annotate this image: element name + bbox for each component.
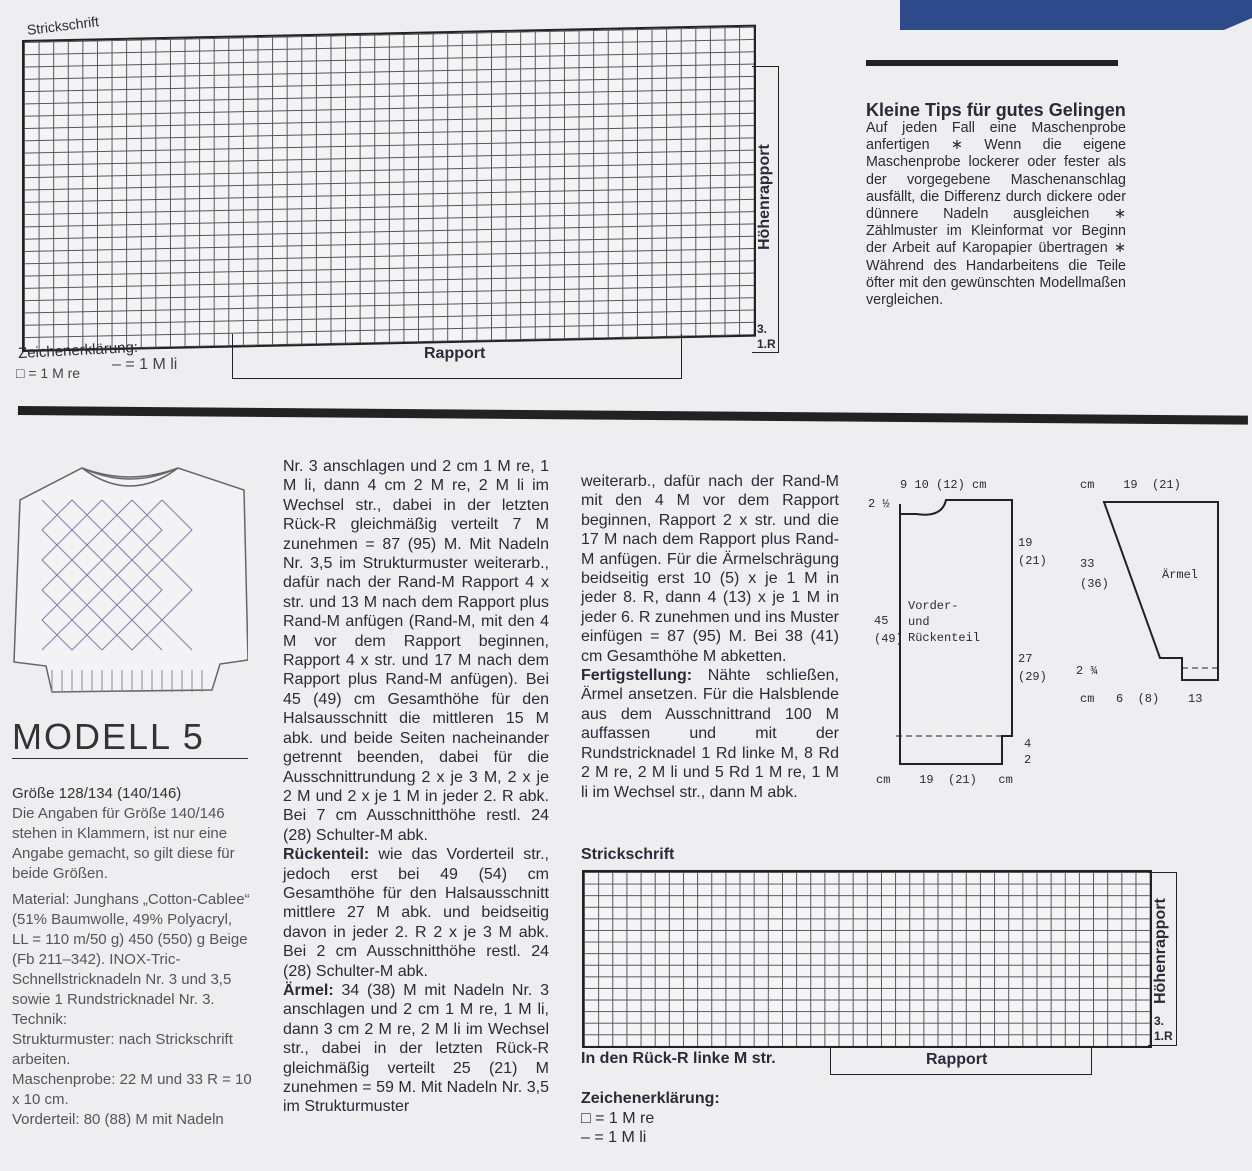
top-legend-re: □ = 1 M re (16, 365, 81, 381)
top-legend-title: Zeichenerklärung: (17, 338, 139, 363)
bottom-chart-rapport-label: Rapport (926, 1051, 988, 1068)
fertigstellung-text: Nähte schließen, Ärmel ansetzen. Für die Halsblende aus dem Ausschnittrand 100 M auffassen und mit der Rundstricknadel 1 Rd linke M, 8 Rd 2 M re, 2 M li und 5 Rd 1 M re, 1 M li im Wechsel str., dann M abk. (581, 667, 839, 801)
body-neck-measure: 2 ½ (868, 497, 890, 511)
top-legend-li: – = 1 M li (112, 356, 178, 373)
aermel-text: 34 (38) M mit Nadeln Nr. 3 anschlagen und 2 cm 1 M re, 1 M li, dann 3 cm 2 M re, 2 M li im Wechsel str., dabei in der letzten Rück-R gleichmäßig verteilt 25 (21) M zunehmen = 59 M. Mit Nadeln Nr. 3,5 im Strukturmuster (283, 981, 549, 1116)
modell-title: MODELL 5 (12, 716, 248, 759)
body-label: Vorder- und Rückenteil (908, 599, 981, 645)
aermel-heading: Ärmel: (283, 981, 334, 999)
technik-label: Technik: (12, 1011, 68, 1028)
body-rib-measure: 4 2 (1024, 737, 1032, 767)
left-column (12, 784, 252, 1130)
sleeve-schematic (1100, 496, 1226, 686)
instructions-column-3 (581, 472, 839, 802)
vorderteil-start: Vorderteil: 80 (88) M mit Nadeln (12, 1111, 224, 1128)
top-chart-rapport-label: Rapport (424, 345, 486, 362)
size-line: Größe 128/134 (140/146) (12, 785, 182, 802)
corner-accent (900, 0, 1252, 30)
body-height-measure: 45 (49) (874, 614, 903, 646)
bottom-chart-side-label: Höhenrapport (1152, 898, 1169, 1004)
bottom-legend-li: – = 1 M li (581, 1129, 647, 1146)
tips-box (866, 100, 1126, 309)
sleeve-label: Ärmel (1162, 568, 1199, 582)
section-separator (18, 406, 1248, 425)
sweater-illustration (12, 460, 248, 710)
body-side-measure: 27 (29) (1018, 652, 1047, 684)
bottom-chart-row-1: 1.R (1154, 1029, 1173, 1043)
bottom-chart-row-3: 3. (1154, 1014, 1165, 1028)
strukturmuster: Strukturmuster: nach Strickschrift arbeiten. (12, 1031, 233, 1068)
body-armhole-measure: 19 (21) (1018, 536, 1047, 568)
size-note: Die Angaben für Größe 140/146 stehen in Klammern, ist nur eine Angabe gemacht, so gilt diese für beide Größen. (12, 805, 235, 882)
rueckenteil-heading: Rückenteil: (283, 846, 370, 864)
fertigstellung-heading: Fertigstellung: (581, 667, 693, 685)
tips-rule (866, 60, 1118, 66)
bottom-chart-title: Strickschrift (581, 846, 675, 863)
bottom-chart-label: In den Rück-R linke M str. (581, 1050, 776, 1067)
sleeve-top-measure: cm 19 (21) (1080, 478, 1181, 492)
bottom-legend-title: Zeichenerklärung: (581, 1090, 720, 1107)
top-chart-row-3: 3. (757, 322, 768, 336)
tips-body: Auf jeden Fall eine Maschenprobe anfertigen ∗ Wenn die eigene Maschenprobe lockerer oder fester als der vorgegebene Maschenanschlag ausfällt, die Differenz durch dickere oder dünnere Nadeln ausgleichen ∗ Zählmuster im Kleinformat vor Beginn der Arbeit auf Karopapier übertragen ∗ Während des Handarbeitens die Teile öfter mit den gewünschten Modellmaßen vergleichen. (866, 120, 1126, 309)
top-chart-row-1: 1.R (757, 337, 776, 351)
aermel-continued: weiterarb., dafür nach der Rand-M mit den 4 M vor dem Rapport beginnen, Rapport 2 x str. und die 17 M nach dem Rapport plus Rand-M anfügen. Für die Ärmelschrägung beidseitig erst 10 (5) x je 1 M in jeder 8. R, dann 4 (13) x je 1 M in jeder 6. R zunehmen und ins Muster einfügen = 87 (95) M. Bei 38 (41) cm Gesamthöhe M abketten. (581, 473, 839, 665)
maschenprobe: Maschenprobe: 22 M und 33 R = 10 x 10 cm. (12, 1071, 252, 1108)
rueckenteil-text: wie das Vorderteil str., jedoch erst bei 49 (54) cm Gesamthöhe für den Halsausschnitt mittlere 27 M abk. und beidseitig davon in jeder 2. R 2 x je 3 M abk. Bei 2 cm Ausschnitthöhe restl. 24 (28) Schulter-M abk. (283, 846, 549, 980)
vorderteil-text: Nr. 3 anschlagen und 2 cm 1 M re, 1 M li, dann 4 cm 2 M re, 2 M li im Wechsel str., dabei in der letzten Rück-R gleichmäßig verteilt 7 M zunehmen = 87 (95) M. Mit Nadeln Nr. 3,5 im Strukturmuster weiterarb., dafür nach der Rand-M Rapport 4 x str. und 13 M nach dem Rapport plus Rand-M anfügen (Rand-M, mit den 4 M vor dem Rapport beginnen, Rapport 4 x str. und 17 M nach dem Rapport plus Rand-M anfügen). Bei 45 (49) cm Gesamthöhe für den Halsausschnitt die mittleren 15 M abk. und beide Seiten nacheinander getrennt beenden, dabei für die Ausschnittrundung 2 x je 3 M, 2 x je 2 M und 2 x je 1 M in jeder 2. R abk. Bei 7 cm Ausschnitthöhe restl. 24 (28) Schulter-M abk. (283, 458, 549, 844)
material: Material: Junghans „Cotton-Cablee“ (51% Baumwolle, 49% Polyacryl, LL = 110 m/50 g) 450 (550) g Beige (Fb 211–342). INOX-Tric-Schnellstricknadeln Nr. 3 und 3,5 sowie 1 Rundstricknadel Nr. 3. (12, 891, 250, 1008)
bottom-knitting-chart (582, 870, 1152, 1048)
top-knitting-chart (22, 25, 756, 352)
sleeve-cuff-measure: 2 ¾ (1076, 664, 1098, 678)
top-chart-side-label: Höhenrapport (756, 144, 773, 250)
sleeve-bottom-measure: cm 6 (8) 13 (1080, 692, 1203, 706)
instructions-column-2 (283, 457, 549, 1117)
top-chart-title: Strickschrift (26, 13, 100, 38)
sleeve-length-measure: 33 (36) (1080, 557, 1109, 591)
body-top-measure: 9 10 (12) cm (900, 478, 987, 492)
bottom-legend-re: □ = 1 M re (581, 1110, 655, 1127)
tips-title: Kleine Tips für gutes Gelingen (866, 100, 1126, 120)
body-bottom-measure: cm 19 (21) cm (876, 773, 1013, 787)
